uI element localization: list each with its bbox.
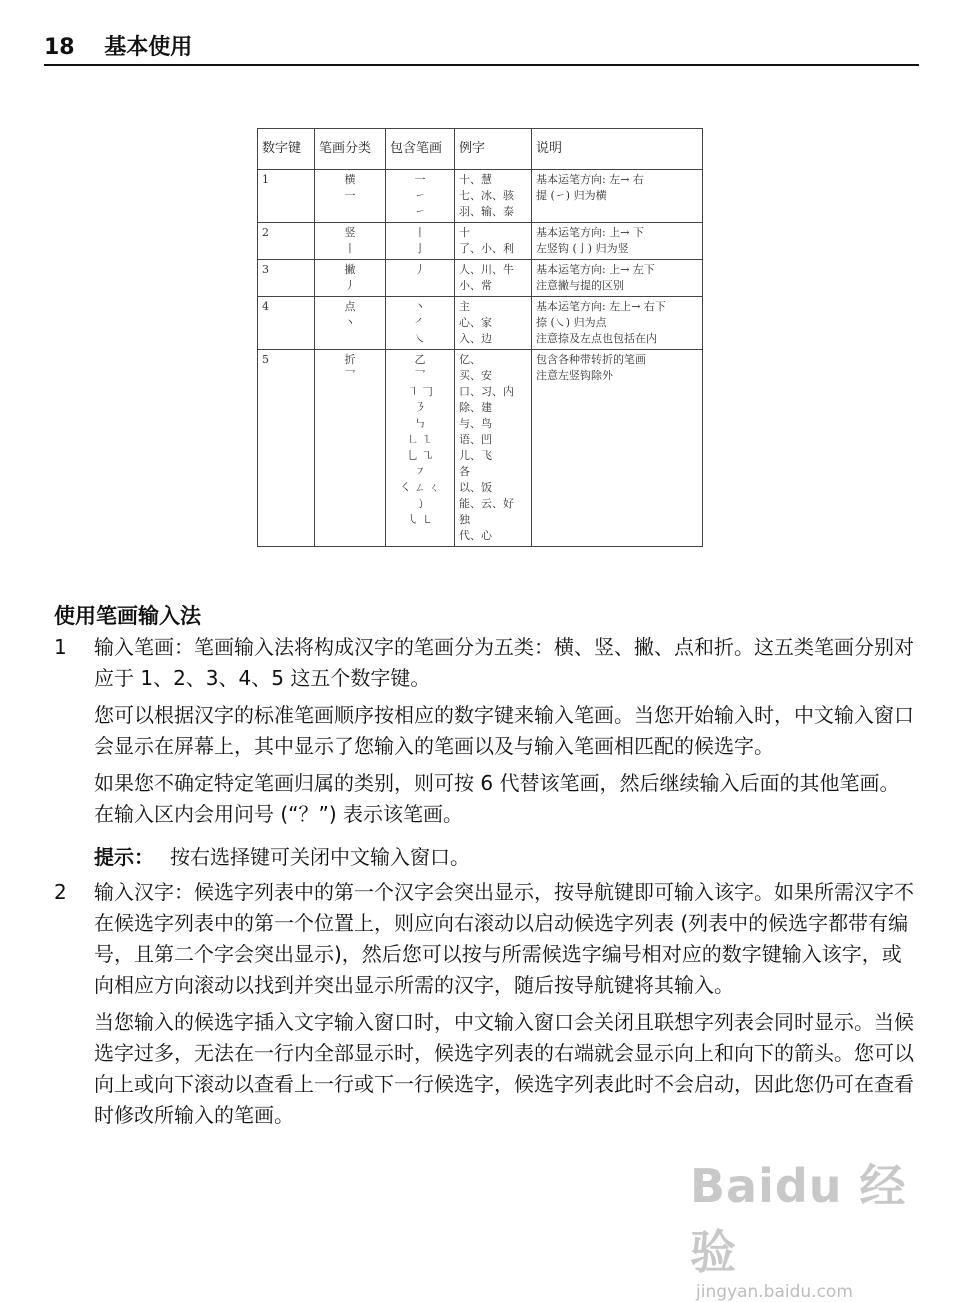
cell-text: 各 bbox=[459, 465, 470, 478]
watermark-logo: Baidu 经验 bbox=[690, 1159, 907, 1279]
cell-text: ㇉ bbox=[414, 417, 426, 430]
cell-text: 乛 bbox=[414, 369, 426, 382]
strokes-cell bbox=[386, 223, 455, 260]
category-cell bbox=[315, 350, 386, 547]
category-cell bbox=[315, 260, 386, 297]
paragraph: 您可以根据汉字的标准笔画顺序按相应的数字键来输入笔画。当您开始输入时，中文输入窗口会显示在屏幕上，其中显示了您输入的笔画以及与输入笔画相匹配的候选字。 bbox=[94, 703, 914, 758]
cell-text: 七、冰、骇 bbox=[459, 189, 514, 202]
cell-text: 折 bbox=[344, 353, 356, 366]
paragraph: 当您输入的候选字插入文字输入窗口时，中文输入窗口会关闭且联想字列表会同时显示。当候选字过多，无法在一行内全部显示时，候选字列表的右端就会显示向上和向下的箭头。您可以向上或向下滚动以查看上一行或下一行候选字，候选字列表此时不会启动，因此您仍可在查看时修改所输入的笔画。 bbox=[94, 1010, 914, 1127]
cell-text: 十 bbox=[459, 226, 470, 239]
cell-text: 2 bbox=[262, 226, 269, 239]
cell-text: 羽、输、泰 bbox=[459, 205, 514, 218]
list-item bbox=[54, 632, 914, 877]
paragraph: 输入汉字：候选字列表中的第一个汉字会突出显示，按导航键即可输入该字。如果所需汉字不在候选字列表中的第一个位置上，则应向右滚动以启动候选字列表 (列表中的候选字都带有编号，且第二个字会突出显示)，然后您可以按与所需候选字编号相对应的数字键输入该字，或向相应方向滚动以找到并突出显示所需的汉字，随后按导航键将其输入。 bbox=[94, 880, 914, 997]
cell-text: 一 bbox=[414, 173, 426, 186]
cell-text: 丿 bbox=[344, 279, 356, 292]
cell-text: ㇛ ㄥ ㄑ bbox=[400, 481, 440, 494]
cell-text: 心、家 bbox=[459, 316, 492, 329]
cell-text: 了、小、利 bbox=[459, 242, 514, 255]
cell-text: ㇀ bbox=[414, 189, 426, 202]
instructions bbox=[54, 632, 914, 1137]
cell-text: 1 bbox=[262, 173, 269, 186]
cell-text: ㇋ bbox=[414, 401, 426, 414]
cell-text: 亅 bbox=[414, 242, 426, 255]
cell-text: 丿 bbox=[414, 263, 426, 276]
cell-text: 基本运笔方向: 上→ 下 bbox=[536, 226, 644, 239]
cell-text: 点 bbox=[344, 300, 356, 313]
baidu-watermark bbox=[690, 1150, 940, 1302]
cell-text: 小、常 bbox=[459, 279, 492, 292]
cell-text: 口、习、内 bbox=[459, 385, 514, 398]
table-row bbox=[258, 170, 703, 223]
cell-text: 丨 bbox=[344, 242, 356, 255]
key-cell bbox=[258, 223, 315, 260]
cell-text: 乙 bbox=[414, 353, 426, 366]
strokes-cell bbox=[386, 260, 455, 297]
cell-text: 包含各种带转折的笔画 bbox=[536, 353, 646, 366]
cell-text: 亿、 bbox=[459, 353, 481, 366]
item-number: 1 bbox=[54, 635, 67, 659]
cell-text: 独 bbox=[459, 513, 470, 526]
cell-text: 丶 bbox=[414, 300, 426, 313]
stroke-table bbox=[257, 128, 703, 547]
notes-cell bbox=[532, 223, 703, 260]
key-cell bbox=[258, 297, 315, 350]
cell-text: 基本运笔方向: 上→ 左下 bbox=[536, 263, 655, 276]
cell-text: ㇒ bbox=[414, 316, 426, 329]
table-header-row bbox=[258, 129, 703, 170]
examples-cell bbox=[455, 223, 532, 260]
strokes-cell bbox=[386, 350, 455, 547]
column-header: 说明 bbox=[532, 129, 703, 170]
cell-text: 买、安 bbox=[459, 369, 492, 382]
examples-cell bbox=[455, 297, 532, 350]
cell-text: 4 bbox=[262, 300, 269, 313]
cell-text: 与、鸟 bbox=[459, 417, 492, 430]
cell-text: 丨 bbox=[414, 226, 426, 239]
table-row bbox=[258, 260, 703, 297]
cell-text: 基本运笔方向: 左上→ 右下 bbox=[536, 300, 666, 313]
table-row bbox=[258, 297, 703, 350]
cell-text: 主 bbox=[459, 300, 470, 313]
cell-text: 十、慧 bbox=[459, 173, 492, 186]
cell-text: ㇂ ㇄ bbox=[407, 513, 433, 526]
column-header: 数字键 bbox=[258, 129, 315, 170]
paragraph: 输入笔画：笔画输入法将构成汉字的笔画分为五类：横、竖、撇、点和折。这五类笔画分别对应于 1、2、3、4、5 这五个数字键。 bbox=[94, 635, 914, 690]
cell-text: 丶 bbox=[344, 316, 356, 329]
cell-text: ㇁ bbox=[414, 497, 426, 510]
table-body bbox=[258, 170, 703, 547]
page-number: 18 bbox=[44, 35, 75, 60]
cell-text: 捺 (㇏) 归为点 bbox=[536, 316, 607, 329]
tip-label: 提示： bbox=[94, 845, 154, 869]
key-cell bbox=[258, 350, 315, 547]
cell-text: 3 bbox=[262, 263, 269, 276]
cell-text: 基本运笔方向: 左→ 右 bbox=[536, 173, 644, 186]
category-cell bbox=[315, 297, 386, 350]
cell-text: 提 (㇀) 归为横 bbox=[536, 189, 607, 202]
key-cell bbox=[258, 170, 315, 223]
cell-text: 左竖钩 (亅) 归为竖 bbox=[536, 242, 629, 255]
paragraph: 如果您不确定特定笔画归属的类别，则可按 6 代替该笔画，然后继续输入后面的其他笔画。在输入区内会用问号 (“？”) 表示该笔画。 bbox=[94, 771, 900, 826]
cell-text: 除、建 bbox=[459, 401, 492, 414]
notes-cell bbox=[532, 170, 703, 223]
category-cell bbox=[315, 170, 386, 223]
cell-text: 人、川、牛 bbox=[459, 263, 514, 276]
page-header bbox=[44, 30, 919, 66]
examples-cell bbox=[455, 350, 532, 547]
category-cell bbox=[315, 223, 386, 260]
column-header: 包含笔画 bbox=[386, 129, 455, 170]
notes-cell bbox=[532, 350, 703, 547]
table-row bbox=[258, 223, 703, 260]
cell-text: ㇇ bbox=[414, 465, 426, 478]
column-header: 笔画分类 bbox=[315, 129, 386, 170]
cell-text: 语、凹 bbox=[459, 433, 492, 446]
strokes-cell bbox=[386, 297, 455, 350]
cell-text: ㇗ ㇅ bbox=[407, 433, 433, 446]
strokes-cell bbox=[386, 170, 455, 223]
cell-text: 5 bbox=[262, 353, 269, 366]
tip bbox=[94, 842, 914, 873]
section-title: 使用笔画输入法 bbox=[54, 604, 201, 628]
cell-text: ㇏ bbox=[414, 332, 426, 345]
cell-text: 注意捺及左点也包括在内 bbox=[536, 332, 657, 345]
cell-text: 代、心 bbox=[459, 529, 492, 542]
cell-text: 入、边 bbox=[459, 332, 492, 345]
cell-text: 一 bbox=[344, 189, 356, 202]
cell-text: 撇 bbox=[344, 263, 356, 276]
cell-text: 儿、飞 bbox=[459, 449, 492, 462]
cell-text: ㇕ 𠃌 bbox=[407, 385, 433, 398]
examples-cell bbox=[455, 260, 532, 297]
tip-text: 按右选择键可关闭中文输入窗口。 bbox=[170, 845, 470, 869]
examples-cell bbox=[455, 170, 532, 223]
cell-text: 以、饭 bbox=[459, 481, 492, 494]
cell-text: 乛 bbox=[344, 369, 356, 382]
cell-text: 注意撇与提的区别 bbox=[536, 279, 624, 292]
cell-text: 横 bbox=[344, 173, 356, 186]
column-header: 例字 bbox=[455, 129, 532, 170]
cell-text: 竖 bbox=[344, 226, 356, 239]
watermark-url: jingyan.baidu.com bbox=[696, 1282, 853, 1302]
cell-text: 乚 ㇈ bbox=[407, 449, 433, 462]
cell-text: 注意左竖钩除外 bbox=[536, 369, 613, 382]
key-cell bbox=[258, 260, 315, 297]
item-number: 2 bbox=[54, 880, 67, 904]
chapter-title: 基本使用 bbox=[104, 35, 193, 60]
list-item bbox=[54, 877, 914, 1137]
cell-text: 能、云、好 bbox=[459, 497, 514, 510]
cell-text: ㇀ bbox=[414, 205, 426, 218]
table-row bbox=[258, 350, 703, 547]
notes-cell bbox=[532, 260, 703, 297]
notes-cell bbox=[532, 297, 703, 350]
